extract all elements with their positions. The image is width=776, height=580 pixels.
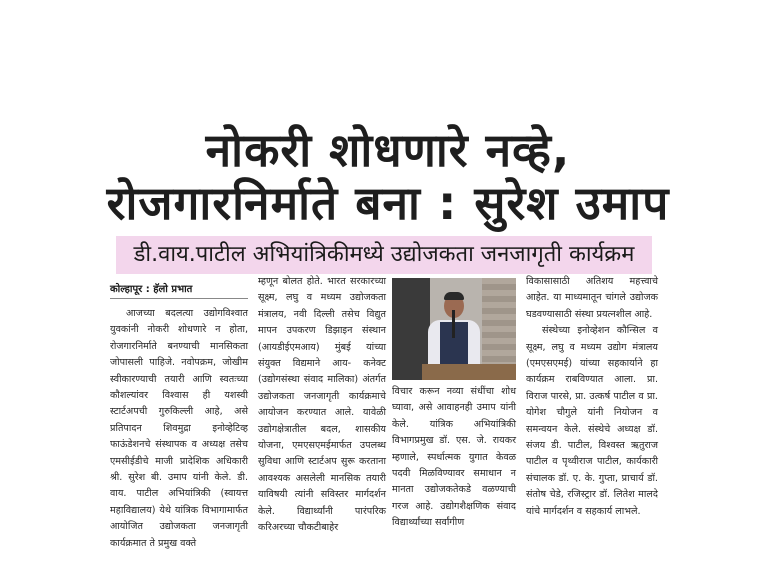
- column-3-text: विचार करून नव्या संधींचा शोध घ्यावा, असे आवाहनही उमाप यांनी केले. यांत्रिक अभियांत्रिकी विभागप्रमुख डॉ. एस. जे. रायकर म्हणाले, स्पर्धात्मक युगात केवळ पदवी मिळविण्यावर समाधान न मानता उद्योजकतेकडे वळण्याची गरज आहे. उद्योगशैक्षणिक संवाद विद्यार्थ्यांच्या सर्वांगीण: [392, 386, 516, 529]
- column-1-text: आजच्या बदलत्या उद्योगविश्वात युवकांनी नोकरी शोधणारे न होता, रोजगारनिर्माते बनण्याची मानसिकता जोपासली पाहिजे. नवोपक्रम, जोखीम स्वीकारण्याची तयारी आणि स्वतःच्या कौशल्यांवर विश्वास ही यशस्वी स्टार्टअपची गुरुकिल्ली आहे, असे प्रतिपादन शिवमुद्रा इनोव्हेटिव्ह फाऊंडेशनचे संस्थापक व अध्यक्ष तसेच एमसीईडीचे माजी प्रादेशिक अधिकारी श्री. सुरेश बी. उमाप यांनी केले. डी. वाय. पाटील अभियांत्रिकी (स्वायत्त महाविद्यालय) येथे यांत्रिक विभागामार्फत आयोजित उद्योजकता जनजागृती कार्यक्रमात ते प्रमुख वक्ते: [110, 308, 248, 549]
- article-column-1: [110, 306, 248, 552]
- speaker-photo: [392, 278, 516, 380]
- column-2-text: म्हणून बोलत होते. भारत सरकारच्या सूक्ष्म, लघु व मध्यम उद्योजकता मंत्रालय, नवी दिल्ली तसेच विद्युत मापन उपकरण डिझाइन संस्थान (आयडीईएमआय) मुंबई यांच्या संयुक्त विद्यमाने आय- कनेक्ट (उद्योगसंस्था संवाद मालिका) अंतर्गत उद्योजकता जनजागृती कार्यक्रमाचे आयोजन करण्यात आले. यावेळी उद्योगक्षेत्रातील बदल, शासकीय योजना, एमएसएमईमार्फत उपलब्ध सुविधा आणि स्टार्टअप सुरू करताना आवश्यक असलेली मानसिक तयारी याविषयी त्यांनी सविस्तर मार्गदर्शन केले. विद्यार्थ्यांनी पारंपरिक करिअरच्या चौकटीबाहेर: [258, 276, 386, 534]
- column-4-text-2: संस्थेच्या इनोव्हेशन कौन्सिल व सूक्ष्म, लघु व मध्यम उद्योग मंत्रालय (एमएसएमई) यांच्या सहकार्याने हा कार्यक्रम राबविण्यात आला. प्रा. विराज पारसे, प्रा. उत्कर्ष पाटील व प्रा. योगेश चौगुले यांनी नियोजन व समन्वयन केले. संस्थेचे अध्यक्ष डॉ. संजय डी. पाटील, विश्वस्त ऋतुराज पाटील व पृथ्वीराज पाटील, कार्यकारी संचालक डॉ. ए. के. गुप्ता, प्राचार्य डॉ. संतोष चेडे, रजिस्ट्रार डॉ. लितेश मालदे यांचे मार्गदर्शन व सहकार्य लाभले.: [526, 325, 658, 517]
- dateline: कोल्हापूर : हॅलो प्रभात: [110, 284, 193, 295]
- article-column-4: [526, 274, 658, 520]
- column-4-text-1: विकासासाठी अतिशय महत्त्वाचे आहेत. या माध्यमातून चांगले उद्योजक घडवण्यासाठी संस्था प्रयत्नशील आहे.: [526, 276, 658, 320]
- subheadline-text: डी.वाय.पाटील अभियांत्रिकीमध्ये उद्योजकता जनजागृती कार्यक्रम: [133, 242, 635, 267]
- headline-line-1: नोकरी शोधणारे नव्हे,: [205, 123, 571, 177]
- speaker-hair: [444, 292, 464, 300]
- microphone-icon: [452, 310, 455, 338]
- headline-line-2: रोजगारनिर्माते बना : सुरेश उमाप: [106, 176, 670, 230]
- podium: [422, 364, 516, 380]
- dateline-rule: [110, 298, 248, 299]
- subheadline-bar: [116, 236, 652, 274]
- article-column-2: [258, 274, 386, 537]
- article-column-3: [392, 384, 516, 532]
